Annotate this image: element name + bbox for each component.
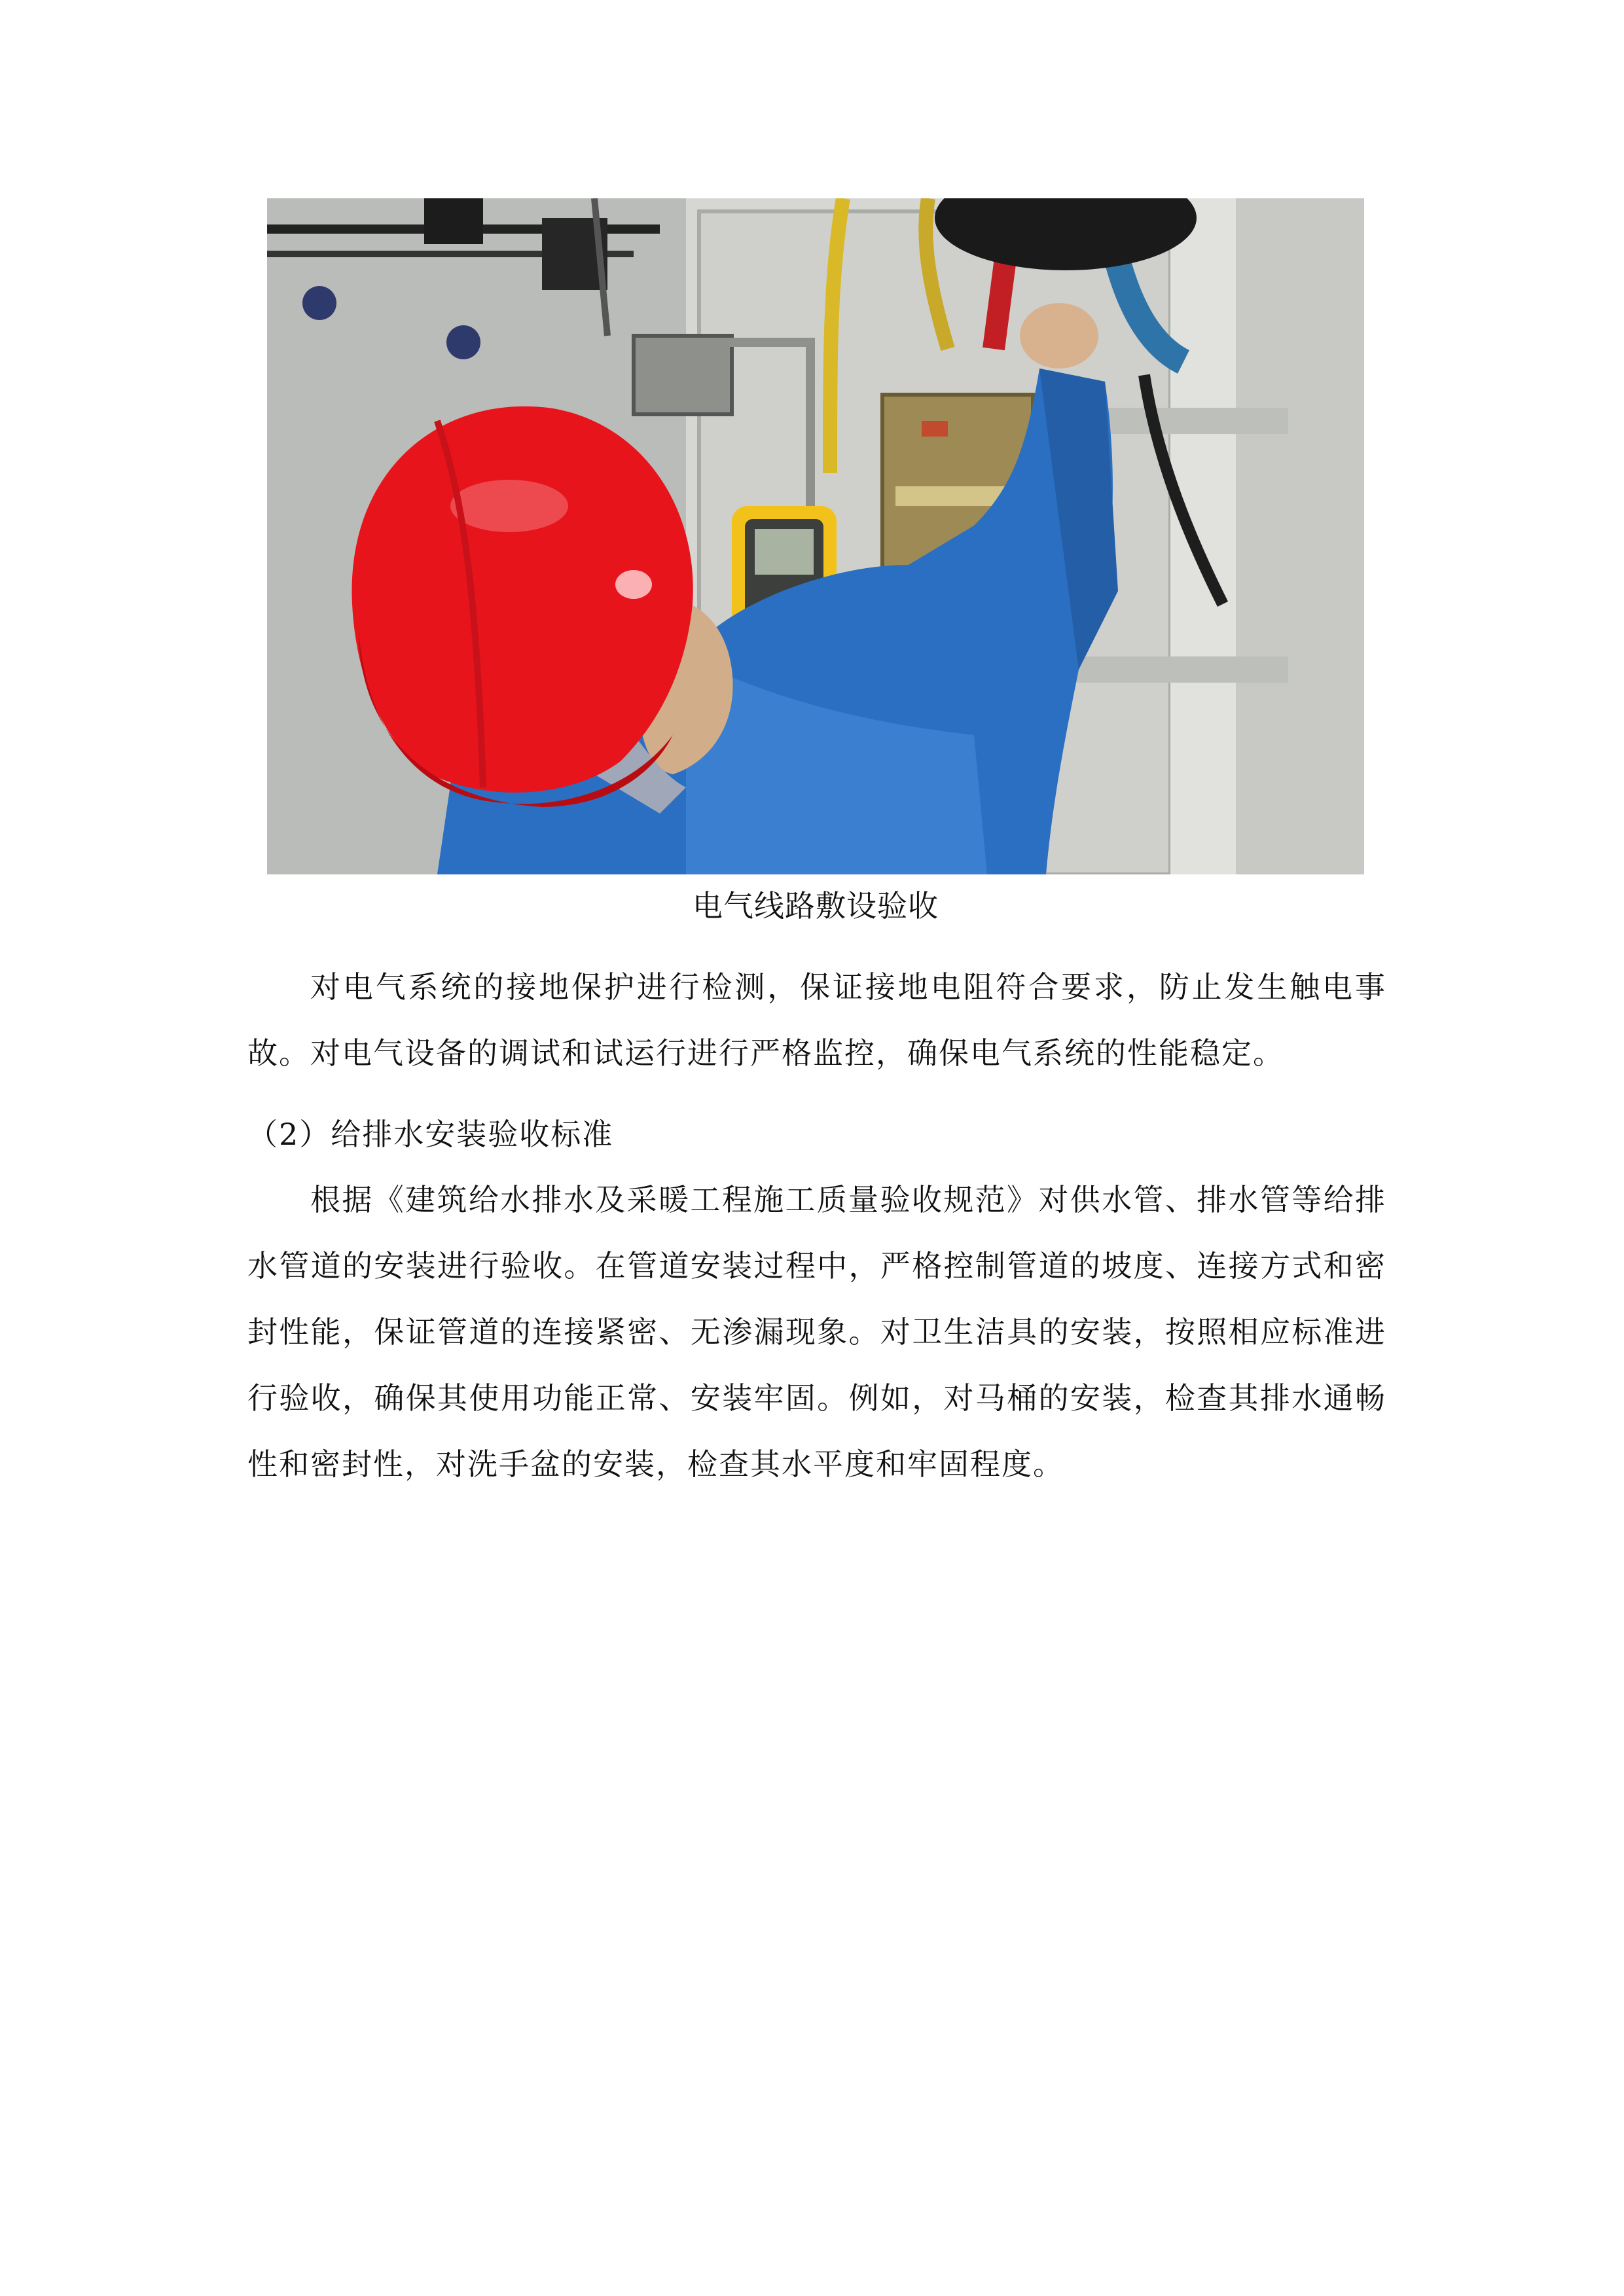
section-heading-plumbing: （2）给排水安装验收标准 (247, 1117, 614, 1152)
figure-caption: 电气线路敷设验收 (693, 888, 939, 924)
paragraph-electrical-grounding: 对电气系统的接地保护进行检测，保证接地电阻符合要求，防止发生触电事故。对电气设备的调试和试运行进行严格监控，确保电气系统的性能稳定。 (247, 969, 1386, 1071)
paragraph-plumbing-standards: 根据《建筑给水排水及采暖工程施工质量验收规范》对供水管、排水管等给排水管道的安装进行验收。在管道安装过程中，严格控制管道的坡度、连接方式和密封性能，保证管道的连接紧密、无渗漏现象。对卫生洁具的安装，按照相应标准进行验收，确保其使用功能正常、安装牢固。例如，对马桶的安装，检查其排水通畅性和密封性，对洗手盆的安装，检查其水平度和牢固程度。 (247, 1182, 1386, 1482)
electrician-photo-icon (267, 198, 1364, 874)
figure-photo (267, 198, 1364, 874)
